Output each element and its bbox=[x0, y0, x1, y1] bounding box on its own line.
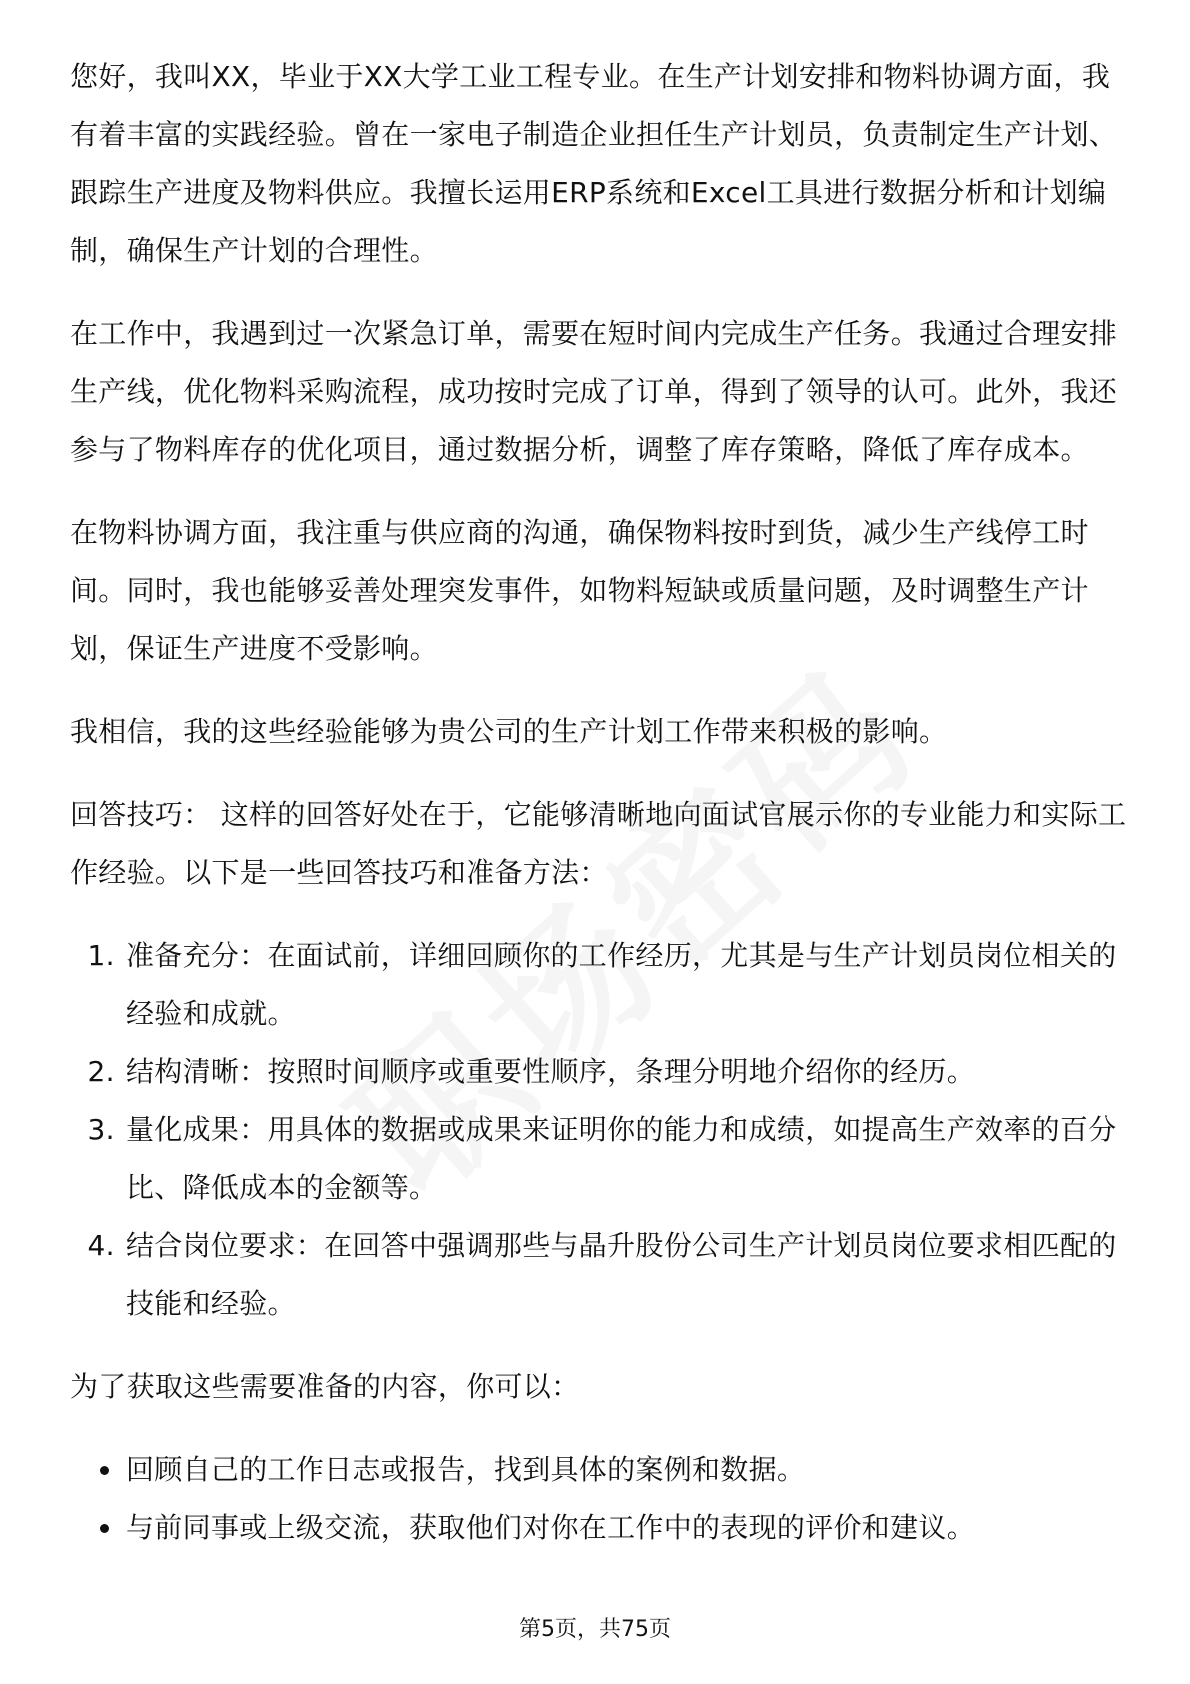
paragraph-prep-intro: 为了获取这些需要准备的内容，你可以： bbox=[70, 1370, 580, 1403]
paragraph-answer-tips: 回答技巧： 这样的回答好处在于，它能够清晰地向面试官展示你的专业能力和实际工作经验。以下是一些回答技巧和准备方法： bbox=[70, 798, 1127, 889]
paragraph-material-coordination: 在物料协调方面，我注重与供应商的沟通，确保物料按时到货，减少生产线停工时间。同时，我也能够妥善处理突发事件，如物料短缺或质量问题，及时调整生产计划，保证生产进度不受影响。 bbox=[70, 516, 1089, 665]
paragraph-conclusion: 我相信，我的这些经验能够为贵公司的生产计划工作带来积极的影响。 bbox=[70, 715, 948, 748]
page-footer: 第5页，共75页 bbox=[519, 1617, 671, 1642]
prep-list bbox=[70, 1441, 1130, 1557]
paragraph-intro: 您好，我叫XX，毕业于XX大学工业工程专业。在生产计划安排和物料协调方面，我有着丰富的实践经验。曾在一家电子制造企业担任生产计划员，负责制定生产计划、跟踪生产进度及物料供应。我擅长运用ERP系统和Excel工具进行数据分析和计划编制，确保生产计划的合理性。 bbox=[70, 60, 1118, 267]
paragraph-urgent-order: 在工作中，我遇到过一次紧急订单，需要在短时间内完成生产任务。我通过合理安排生产线，优化物料采购流程，成功按时完成了订单，得到了领导的认可。此外，我还参与了物料库存的优化项目，通过数据分析，调整了库存策略，降低了库存成本。 bbox=[70, 317, 1118, 466]
list-item: 2. 结构清晰：按照时间顺序或重要性顺序，条理分明地介绍你的经历。 bbox=[124, 1043, 1130, 1101]
tips-list bbox=[70, 927, 1130, 1333]
list-item: • 与前同事或上级交流，获取他们对你在工作中的表现的评价和建议。 bbox=[124, 1499, 1130, 1557]
list-item: • 回顾自己的工作日志或报告，找到具体的案例和数据。 bbox=[124, 1441, 1130, 1499]
list-item: 1. 准备充分：在面试前，详细回顾你的工作经历，尤其是与生产计划员岗位相关的经验和成就。 bbox=[124, 927, 1130, 1043]
document-body bbox=[70, 48, 1130, 1557]
list-item: 3. 量化成果：用具体的数据或成果来证明你的能力和成绩，如提高生产效率的百分比、降低成本的金额等。 bbox=[124, 1101, 1130, 1217]
list-item: 4. 结合岗位要求：在回答中强调那些与晶升股份公司生产计划员岗位要求相匹配的技能和经验。 bbox=[124, 1217, 1130, 1333]
